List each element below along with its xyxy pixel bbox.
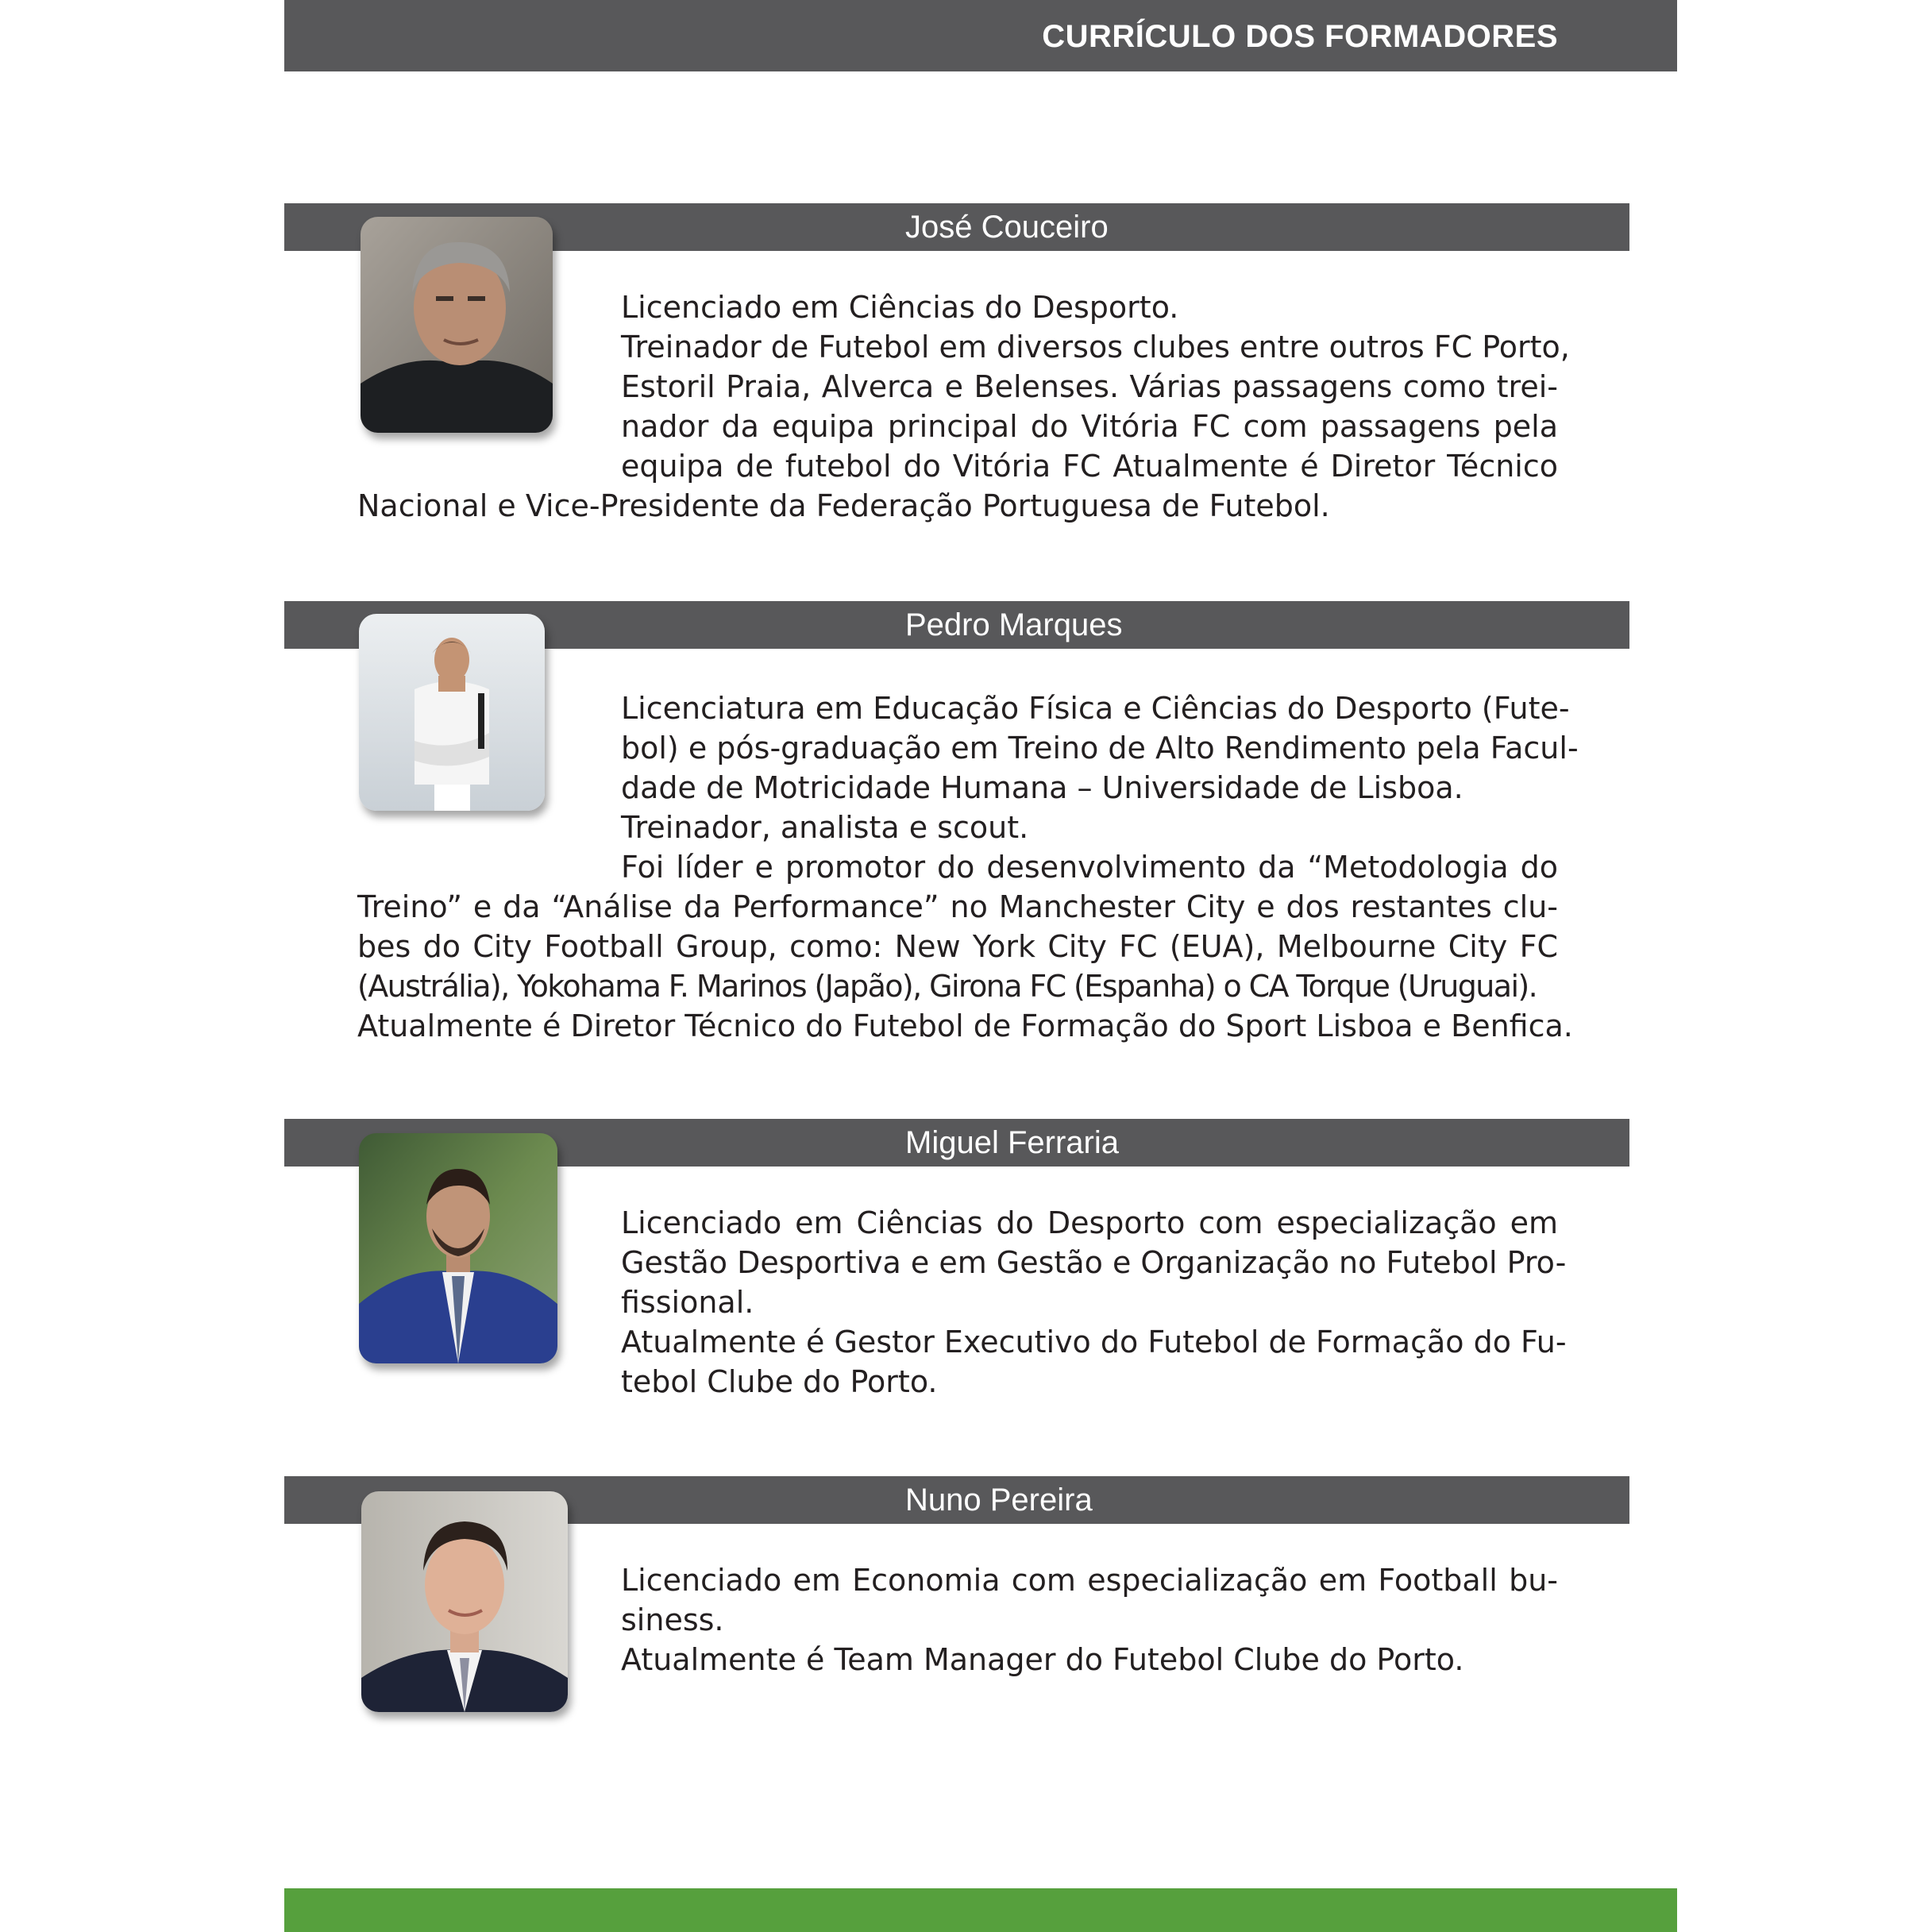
- bio-line: equipa de futebol do Vitória FC Atualmente é Diretor Técnico: [621, 449, 1558, 484]
- bio-line: Nacional e Vice-Presidente da Federação Portuguesa de Futebol.: [357, 488, 1330, 523]
- bio-line: Estoril Praia, Alverca e Belenses. Várias passagens como trei-: [621, 369, 1558, 404]
- bio-line: (Austrália), Yokohama F. Marinos (Japão), Girona FC (Espanha) o CA Torque (Uruguai).: [357, 969, 1537, 1004]
- page-footer-bar: [284, 1888, 1677, 1932]
- bio-line: Licenciatura em Educação Física e Ciências do Desporto (Fute-: [621, 691, 1570, 726]
- bio-line: Atualmente é Team Manager do Futebol Clube do Porto.: [621, 1642, 1464, 1677]
- trainer-name: Miguel Ferraria: [905, 1125, 1119, 1160]
- bio-line: Licenciado em Economia com especialização em Football bu-: [621, 1563, 1558, 1598]
- bio-line: siness.: [621, 1602, 724, 1637]
- bio-line: Foi líder e promotor do desenvolvimento da “Metodologia do: [621, 850, 1558, 885]
- bio-line: Licenciado em Ciências do Desporto.: [621, 290, 1179, 325]
- trainer-name: Pedro Marques: [905, 607, 1123, 642]
- bio-line: dade de Motricidade Humana – Universidade de Lisboa.: [621, 770, 1463, 805]
- bio-line: Treino” e da “Análise da Performance” no Manchester City e dos restantes clu-: [357, 889, 1558, 924]
- page-title: CURRÍCULO DOS FORMADORES: [1042, 19, 1558, 54]
- bio-line: Atualmente é Diretor Técnico do Futebol de Formação do Sport Lisboa e Benfica.: [357, 1008, 1573, 1043]
- page-header-bar: [284, 0, 1677, 71]
- bio-line: bes do City Football Group, como: New York City FC (EUA), Melbourne City FC: [357, 929, 1558, 964]
- trainer-photo: [361, 217, 553, 433]
- bio-line: nador da equipa principal do Vitória FC com passagens pela: [621, 409, 1558, 444]
- bio-line: Treinador de Futebol em diversos clubes entre outros FC Porto,: [621, 330, 1570, 364]
- trainer-name: José Couceiro: [905, 210, 1109, 245]
- bio-line: tebol Clube do Porto.: [621, 1364, 938, 1399]
- bio-line: Atualmente é Gestor Executivo do Futebol de Formação do Fu-: [621, 1325, 1567, 1359]
- trainer-name: Nuno Pereira: [905, 1483, 1093, 1517]
- bio-line: Treinador, analista e scout.: [621, 810, 1029, 845]
- bio-line: fissional.: [621, 1285, 754, 1320]
- bio-line: bol) e pós-graduação em Treino de Alto Rendimento pela Facul-: [621, 731, 1579, 765]
- bio-line: Gestão Desportiva e em Gestão e Organização no Futebol Pro-: [621, 1245, 1567, 1280]
- trainer-photo: [359, 614, 545, 811]
- trainer-photo: [361, 1491, 568, 1712]
- trainer-photo: [359, 1133, 557, 1363]
- bio-line: Licenciado em Ciências do Desporto com especialização em: [621, 1205, 1558, 1240]
